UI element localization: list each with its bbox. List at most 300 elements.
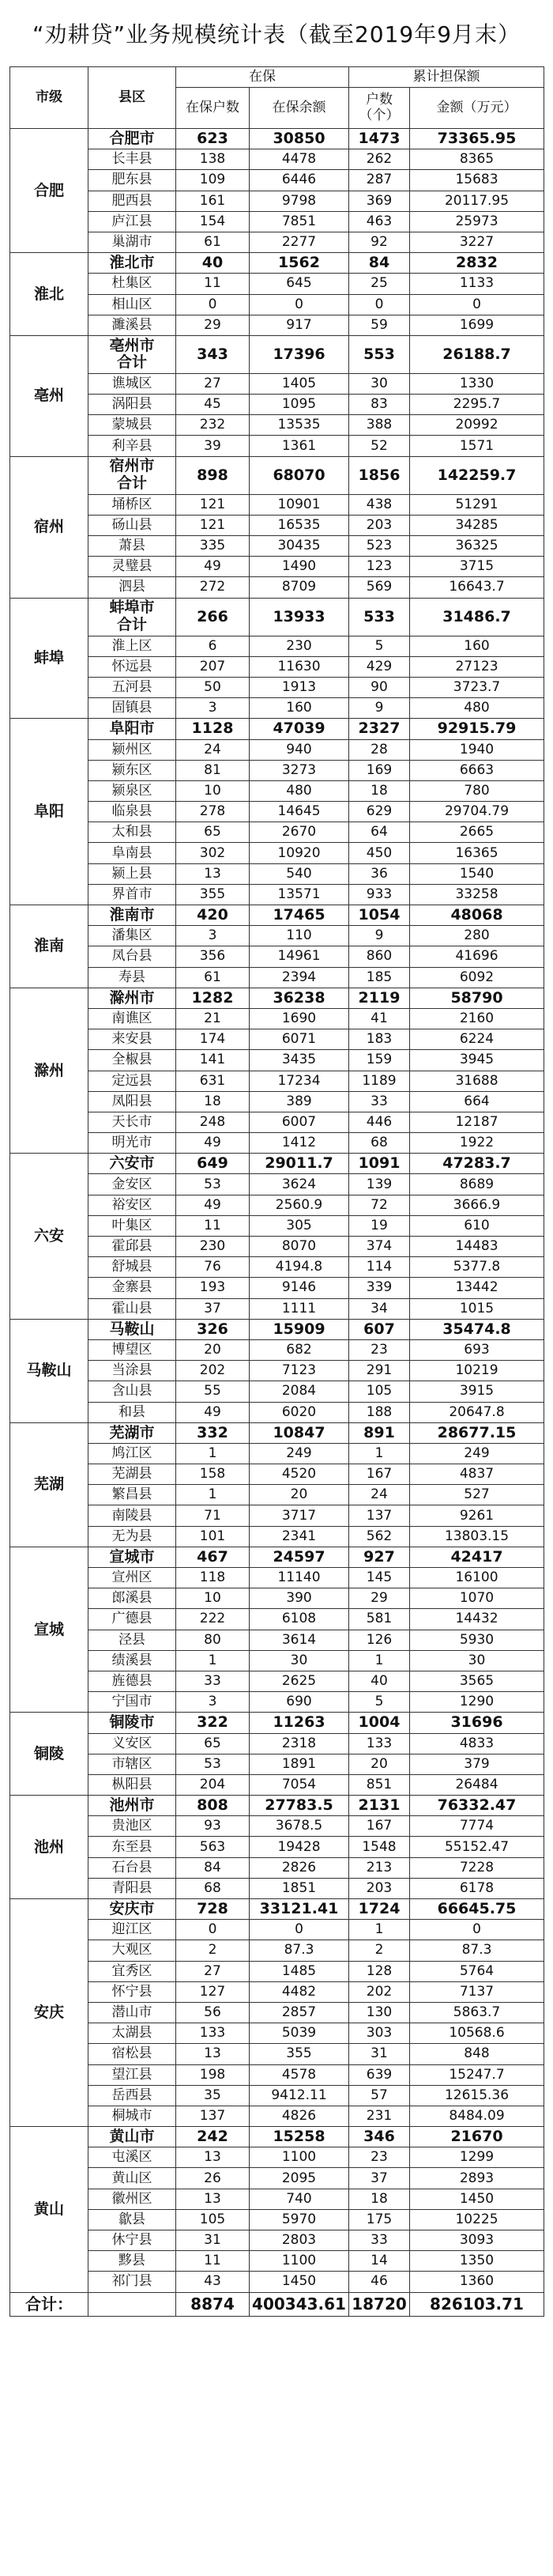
households-cell: 133: [349, 1733, 410, 1754]
county-cell: 枞阳县: [88, 1774, 176, 1795]
in-amount-cell: 8709: [250, 577, 349, 598]
county-cell: 宣州区: [88, 1568, 176, 1588]
in-households-cell: 242: [176, 2127, 250, 2147]
amount-cell: 3565: [410, 1671, 544, 1691]
in-households-cell: 24: [176, 739, 250, 760]
table-row: [10, 1381, 544, 1402]
table-row: [10, 1029, 544, 1050]
in-households-cell: 26: [176, 2168, 250, 2189]
in-amount-cell: 2625: [250, 1671, 349, 1691]
table-row: [10, 1857, 544, 1878]
in-households-cell: 3: [176, 698, 250, 719]
amount-cell: 5377.8: [410, 1257, 544, 1278]
county-cell: 寿县: [88, 967, 176, 988]
in-households-cell: 3: [176, 926, 250, 946]
city-cell: 淮南: [10, 905, 88, 988]
city-cell: 马鞍山: [10, 1319, 88, 1422]
subtotal-row: [10, 988, 544, 1008]
amount-cell: 55152.47: [410, 1837, 544, 1857]
in-amount-cell: 8070: [250, 1237, 349, 1257]
table-row: [10, 822, 544, 843]
amount-cell: 6092: [410, 967, 544, 988]
households-cell: 183: [349, 1029, 410, 1050]
amount-cell: 249: [410, 1443, 544, 1464]
amount-cell: 610: [410, 1215, 544, 1236]
households-cell: 130: [349, 2002, 410, 2023]
households-cell: 169: [349, 760, 410, 780]
in-amount-cell: 17465: [250, 905, 349, 926]
county-cell: 六安市: [88, 1154, 176, 1174]
table-row: [10, 1112, 544, 1132]
subtotal-row: [10, 905, 544, 926]
in-amount-cell: 1690: [250, 1008, 349, 1029]
county-cell: 庐江县: [88, 211, 176, 232]
in-households-cell: 193: [176, 1278, 250, 1298]
amount-cell: 4833: [410, 1733, 544, 1754]
table-row: [10, 2002, 544, 2023]
in-households-cell: 202: [176, 1361, 250, 1381]
in-amount-cell: 1490: [250, 557, 349, 577]
table-row: [10, 2147, 544, 2168]
amount-cell: 3915: [410, 1381, 544, 1402]
households-cell: 64: [349, 822, 410, 843]
in-households-cell: 49: [176, 1133, 250, 1154]
in-households-cell: 631: [176, 1071, 250, 1091]
amount-cell: 36325: [410, 536, 544, 557]
county-cell: 桐城市: [88, 2106, 176, 2126]
in-amount-cell: 2318: [250, 1733, 349, 1754]
table-row: [10, 2272, 544, 2292]
county-cell: 泗县: [88, 577, 176, 598]
in-households-cell: 10: [176, 1588, 250, 1609]
in-amount-cell: 3435: [250, 1050, 349, 1071]
amount-cell: 31486.7: [410, 598, 544, 636]
amount-cell: 1450: [410, 2189, 544, 2209]
in-households-cell: 1128: [176, 719, 250, 739]
county-cell: 马鞍山: [88, 1319, 176, 1339]
amount-cell: 780: [410, 780, 544, 801]
households-cell: 0: [349, 294, 410, 315]
households-cell: 346: [349, 2127, 410, 2147]
table-row: [10, 2230, 544, 2251]
amount-cell: 1015: [410, 1298, 544, 1319]
amount-cell: 693: [410, 1339, 544, 1360]
in-amount-cell: 47039: [250, 719, 349, 739]
in-amount-cell: 15258: [250, 2127, 349, 2147]
households-cell: 927: [349, 1547, 410, 1567]
subtotal-row: [10, 1796, 544, 1816]
in-households-cell: 322: [176, 1713, 250, 1733]
county-cell: 谯城区: [88, 373, 176, 394]
table-row: [10, 232, 544, 252]
grand-total-label: 合计：: [10, 2292, 88, 2316]
county-cell: 黄山市: [88, 2127, 176, 2147]
table-row: [10, 698, 544, 719]
table-row: [10, 1754, 544, 1774]
table-row: [10, 1609, 544, 1630]
table-row: [10, 1837, 544, 1857]
county-cell: 宿州市 合计: [88, 456, 176, 494]
amount-cell: 7137: [410, 1981, 544, 2002]
in-amount-cell: 87.3: [250, 1940, 349, 1961]
amount-cell: 48068: [410, 905, 544, 926]
in-amount-cell: 27783.5: [250, 1796, 349, 1816]
households-cell: 860: [349, 946, 410, 967]
households-cell: 1: [349, 1650, 410, 1671]
city-cell: 黄山: [10, 2127, 88, 2293]
in-households-cell: 49: [176, 1195, 250, 1215]
in-amount-cell: 3624: [250, 1174, 349, 1195]
amount-cell: 13803.15: [410, 1526, 544, 1547]
county-cell: 裕安区: [88, 1195, 176, 1215]
grand-total-in-amount: 400343.61: [250, 2292, 349, 2316]
amount-cell: 28677.15: [410, 1422, 544, 1443]
households-cell: 20: [349, 1754, 410, 1774]
households-cell: 19: [349, 1215, 410, 1236]
table-row: [10, 1981, 544, 2002]
county-cell: 太和县: [88, 822, 176, 843]
county-cell: 临泉县: [88, 802, 176, 822]
in-households-cell: 728: [176, 1899, 250, 1920]
in-amount-cell: 1851: [250, 1878, 349, 1898]
county-cell: 怀宁县: [88, 1981, 176, 2002]
in-households-cell: 65: [176, 1733, 250, 1754]
amount-cell: 42417: [410, 1547, 544, 1567]
table-row: [10, 1961, 544, 1981]
amount-cell: 142259.7: [410, 456, 544, 494]
table-row: [10, 494, 544, 515]
in-households-cell: 563: [176, 1837, 250, 1857]
county-cell: 明光市: [88, 1133, 176, 1154]
in-households-cell: 154: [176, 211, 250, 232]
in-amount-cell: 682: [250, 1339, 349, 1360]
in-amount-cell: 10901: [250, 494, 349, 515]
county-cell: 界首市: [88, 884, 176, 905]
amount-cell: 16100: [410, 1568, 544, 1588]
households-cell: 114: [349, 1257, 410, 1278]
amount-cell: 8365: [410, 149, 544, 170]
in-amount-cell: 2670: [250, 822, 349, 843]
grand-total-row: [10, 2292, 544, 2316]
table-row: [10, 1588, 544, 1609]
county-cell: 埇桥区: [88, 494, 176, 515]
table-row: [10, 1485, 544, 1505]
households-cell: 59: [349, 315, 410, 335]
in-amount-cell: 5039: [250, 2023, 349, 2044]
county-cell: 东至县: [88, 1837, 176, 1857]
in-households-cell: 49: [176, 1402, 250, 1422]
households-cell: 139: [349, 1174, 410, 1195]
in-households-cell: 11: [176, 2251, 250, 2272]
county-cell: 潜山市: [88, 2002, 176, 2023]
households-cell: 303: [349, 2023, 410, 2044]
county-cell: 市辖区: [88, 1754, 176, 1774]
households-cell: 607: [349, 1319, 410, 1339]
amount-cell: 3093: [410, 2230, 544, 2251]
amount-cell: 47283.7: [410, 1154, 544, 1174]
in-households-cell: 71: [176, 1505, 250, 1526]
in-amount-cell: 13933: [250, 598, 349, 636]
county-cell: 义安区: [88, 1733, 176, 1754]
city-cell: 六安: [10, 1154, 88, 1320]
county-cell: 大观区: [88, 1940, 176, 1961]
amount-cell: 30: [410, 1650, 544, 1671]
in-amount-cell: 355: [250, 2044, 349, 2064]
county-cell: 绩溪县: [88, 1650, 176, 1671]
table-row: [10, 1568, 544, 1588]
amount-cell: 20647.8: [410, 1402, 544, 1422]
county-cell: 青阳县: [88, 1878, 176, 1898]
in-amount-cell: 7054: [250, 1774, 349, 1795]
county-cell: 休宁县: [88, 2230, 176, 2251]
page-title: “劝耕贷”业务规模统计表（截至2019年9月末）: [32, 21, 521, 47]
city-cell: 池州: [10, 1796, 88, 1899]
households-cell: 369: [349, 191, 410, 211]
in-amount-cell: 2277: [250, 232, 349, 252]
in-amount-cell: 6071: [250, 1029, 349, 1050]
county-cell: 宿松县: [88, 2044, 176, 2064]
in-households-cell: 13: [176, 2147, 250, 2168]
in-households-cell: 43: [176, 2272, 250, 2292]
households-cell: 37: [349, 2168, 410, 2189]
city-cell: 宿州: [10, 456, 88, 598]
table-row: [10, 926, 544, 946]
city-cell: 淮北: [10, 253, 88, 336]
county-cell: 歙县: [88, 2209, 176, 2230]
table-row: [10, 677, 544, 697]
households-cell: 1054: [349, 905, 410, 926]
subtotal-row: [10, 598, 544, 636]
households-cell: 9: [349, 698, 410, 719]
county-cell: 淮上区: [88, 636, 176, 656]
table-row: [10, 149, 544, 170]
county-cell: 舒城县: [88, 1257, 176, 1278]
households-cell: 28: [349, 739, 410, 760]
amount-cell: 76332.47: [410, 1796, 544, 1816]
subtotal-row: [10, 1899, 544, 1920]
households-cell: 374: [349, 1237, 410, 1257]
in-households-cell: 37: [176, 1298, 250, 1319]
in-amount-cell: 2084: [250, 1381, 349, 1402]
county-cell: 亳州市 合计: [88, 335, 176, 373]
subtotal-row: [10, 253, 544, 274]
table-row: [10, 1237, 544, 1257]
amount-cell: 3715: [410, 557, 544, 577]
table-row: [10, 1526, 544, 1547]
amount-cell: 3723.7: [410, 677, 544, 697]
in-households-cell: 21: [176, 1008, 250, 1029]
in-amount-cell: 3614: [250, 1630, 349, 1650]
households-cell: 203: [349, 1878, 410, 1898]
in-amount-cell: 480: [250, 780, 349, 801]
table-row: [10, 2085, 544, 2106]
amount-cell: 31688: [410, 1071, 544, 1091]
households-cell: 446: [349, 1112, 410, 1132]
households-cell: 581: [349, 1609, 410, 1630]
in-amount-cell: 10920: [250, 843, 349, 863]
in-amount-cell: 11630: [250, 656, 349, 677]
amount-cell: 87.3: [410, 1940, 544, 1961]
in-amount-cell: 540: [250, 863, 349, 884]
households-cell: 523: [349, 536, 410, 557]
table-row: [10, 946, 544, 967]
in-households-cell: 29: [176, 315, 250, 335]
table-row: [10, 211, 544, 232]
in-households-cell: 31: [176, 2230, 250, 2251]
in-households-cell: 133: [176, 2023, 250, 2044]
subtotal-row: [10, 2127, 544, 2147]
table-row: [10, 2168, 544, 2189]
county-cell: 五河县: [88, 677, 176, 697]
in-households-cell: 230: [176, 1237, 250, 1257]
amount-cell: 1330: [410, 373, 544, 394]
amount-cell: 1360: [410, 2272, 544, 2292]
county-cell: 杜集区: [88, 274, 176, 294]
table-row: [10, 2044, 544, 2064]
table-row: [10, 967, 544, 988]
in-amount-cell: 1562: [250, 253, 349, 274]
table-row: [10, 191, 544, 211]
county-cell: 霍山县: [88, 1298, 176, 1319]
in-amount-cell: 3717: [250, 1505, 349, 1526]
amount-cell: 4837: [410, 1464, 544, 1485]
amount-cell: 15247.7: [410, 2064, 544, 2085]
table-row: [10, 636, 544, 656]
households-cell: 105: [349, 1381, 410, 1402]
county-cell: 涡阳县: [88, 395, 176, 415]
households-cell: 339: [349, 1278, 410, 1298]
table-row: [10, 863, 544, 884]
subtotal-row: [10, 1319, 544, 1339]
table-row: [10, 1920, 544, 1940]
county-column-header: 县区: [88, 67, 176, 129]
amount-cell: 16643.7: [410, 577, 544, 598]
table-row: [10, 1464, 544, 1485]
county-cell: 芜湖市: [88, 1422, 176, 1443]
in-households-cell: 649: [176, 1154, 250, 1174]
amount-cell: 10219: [410, 1361, 544, 1381]
households-cell: 167: [349, 1464, 410, 1485]
amount-cell: 1133: [410, 274, 544, 294]
amount-cell: 33258: [410, 884, 544, 905]
table-row: [10, 170, 544, 191]
households-cell: 533: [349, 598, 410, 636]
households-cell: 23: [349, 1339, 410, 1360]
in-amount-cell: 1361: [250, 436, 349, 456]
households-cell: 1548: [349, 1837, 410, 1857]
households-cell: 569: [349, 577, 410, 598]
county-cell: 天长市: [88, 1112, 176, 1132]
in-amount-cell: 1100: [250, 2251, 349, 2272]
county-cell: 金安区: [88, 1174, 176, 1195]
amount-cell: 12615.36: [410, 2085, 544, 2106]
households-cell: 1091: [349, 1154, 410, 1174]
county-cell: 凤台县: [88, 946, 176, 967]
table-row: [10, 1940, 544, 1961]
in-households-cell: 138: [176, 149, 250, 170]
county-cell: 繁昌县: [88, 1485, 176, 1505]
county-cell: 旌德县: [88, 1671, 176, 1691]
amount-cell: 1070: [410, 1588, 544, 1609]
amount-cell: 6178: [410, 1878, 544, 1898]
in-households-cell: 198: [176, 2064, 250, 2085]
amount-cell: 2295.7: [410, 395, 544, 415]
in-amount-cell: 1913: [250, 677, 349, 697]
city-cell: 铜陵: [10, 1713, 88, 1796]
in-households-cell: 232: [176, 415, 250, 436]
in-amount-cell: 14645: [250, 802, 349, 822]
table-row: [10, 2106, 544, 2126]
county-cell: 无为县: [88, 1526, 176, 1547]
in-households-cell: 207: [176, 656, 250, 677]
households-cell: 40: [349, 1671, 410, 1691]
subtotal-row: [10, 335, 544, 373]
county-cell: 屯溪区: [88, 2147, 176, 2168]
households-cell: 1473: [349, 129, 410, 149]
in-amount-cell: 19428: [250, 1837, 349, 1857]
households-cell: 262: [349, 149, 410, 170]
in-amount-cell: 30: [250, 1650, 349, 1671]
amount-cell: 1571: [410, 436, 544, 456]
county-cell: 叶集区: [88, 1215, 176, 1236]
households-cell: 145: [349, 1568, 410, 1588]
amount-cell: 15683: [410, 170, 544, 191]
in-households-cell: 13: [176, 2189, 250, 2209]
table-row: [10, 780, 544, 801]
subtotal-row: [10, 1154, 544, 1174]
table-row: [10, 1650, 544, 1671]
households-cell: 2: [349, 1940, 410, 1961]
amount-cell: 5863.7: [410, 2002, 544, 2023]
county-cell: 全椒县: [88, 1050, 176, 1071]
county-cell: 淮南市: [88, 905, 176, 926]
table-row: [10, 1339, 544, 1360]
amount-cell: 6224: [410, 1029, 544, 1050]
in-amount-cell: 15909: [250, 1319, 349, 1339]
amount-cell: 848: [410, 2044, 544, 2064]
in-amount-cell: 9146: [250, 1278, 349, 1298]
households-cell: 203: [349, 515, 410, 535]
county-cell: 萧县: [88, 536, 176, 557]
households-cell: 429: [349, 656, 410, 677]
county-cell: 芜湖县: [88, 1464, 176, 1485]
city-cell: 宣城: [10, 1547, 88, 1713]
in-amount-cell: 389: [250, 1091, 349, 1112]
statistics-table: [9, 66, 544, 2317]
in-amount-cell: 7851: [250, 211, 349, 232]
households-cell: 33: [349, 2230, 410, 2251]
in-amount-cell: 11140: [250, 1568, 349, 1588]
table-row: [10, 1195, 544, 1215]
county-cell: 濉溪县: [88, 315, 176, 335]
in-amount-cell: 249: [250, 1443, 349, 1464]
in-amount-cell: 30435: [250, 536, 349, 557]
households-cell: 34: [349, 1298, 410, 1319]
in-households-cell: 302: [176, 843, 250, 863]
table-row: [10, 656, 544, 677]
in-households-cell: 11: [176, 1215, 250, 1236]
in-households-cell: 84: [176, 1857, 250, 1878]
amount-cell: 1540: [410, 863, 544, 884]
in-amount-cell: 0: [250, 1920, 349, 1940]
county-cell: 广德县: [88, 1609, 176, 1630]
in-amount-cell: 2394: [250, 967, 349, 988]
table-row: [10, 577, 544, 598]
in-households-cell: 343: [176, 335, 250, 373]
in-amount-cell: 2560.9: [250, 1195, 349, 1215]
in-households-cell: 2: [176, 1940, 250, 1961]
amount-cell: 2832: [410, 253, 544, 274]
